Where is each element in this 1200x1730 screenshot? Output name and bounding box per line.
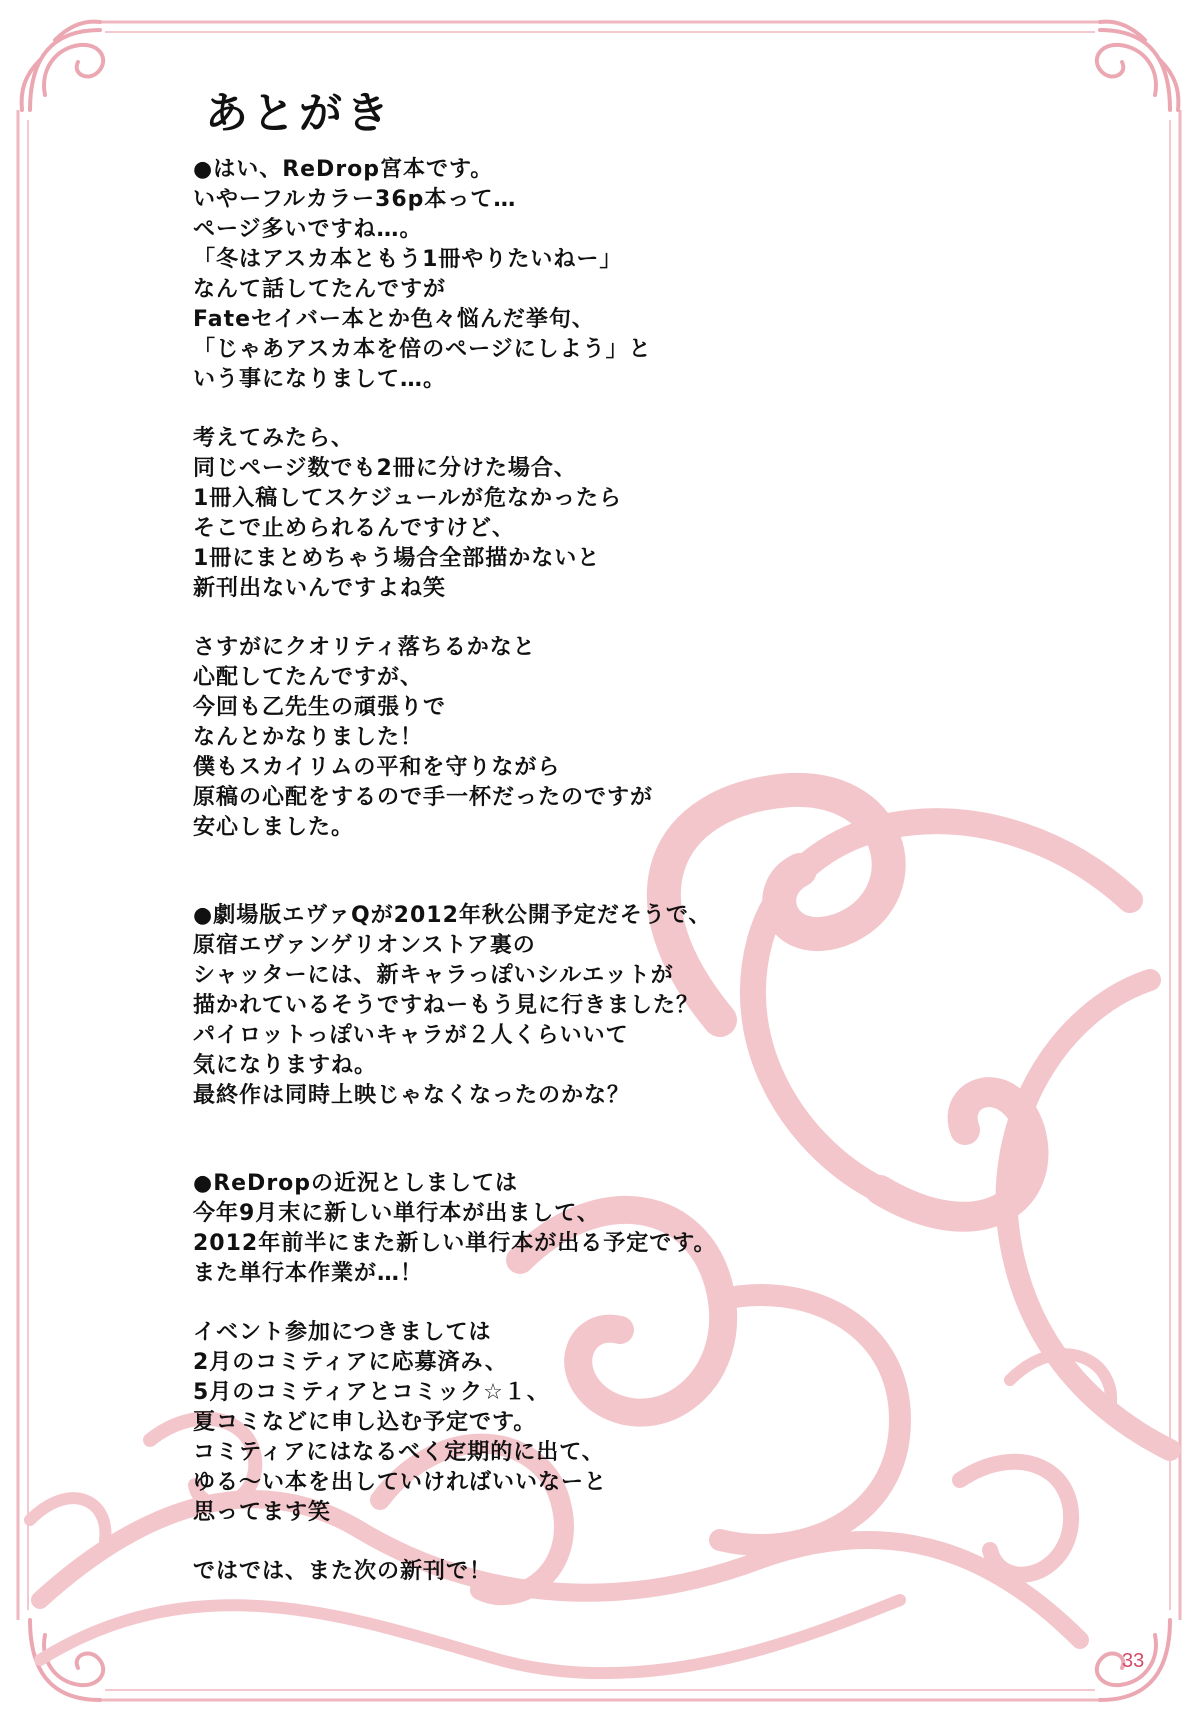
text-line: ゆる～い本を出していければいいなーと xyxy=(193,1470,608,1495)
text-line: ●はい、ReDrop宮本です。 xyxy=(193,157,494,182)
page-number: 33 xyxy=(1122,1650,1145,1672)
text-line: ページ多いですね…。 xyxy=(193,217,423,242)
text-line: なんて話してたんですが xyxy=(193,277,447,302)
text-line: 最終作は同時上映じゃなくなったのかな？ xyxy=(193,1083,631,1108)
page-title: あとがき xyxy=(205,89,393,139)
text-line: いう事になりまして…。 xyxy=(193,367,447,392)
afterword-text xyxy=(193,70,953,1587)
text-line: 気になりますね。 xyxy=(193,1053,378,1078)
text-line: 2月のコミティアに応募済み、 xyxy=(193,1350,508,1375)
text-line: 今回も乙先生の頑張りで xyxy=(193,695,447,720)
text-line: 思ってます笑 xyxy=(193,1500,332,1525)
text-line: 「冬はアスカ本ともう1冊やりたいねー」 xyxy=(193,247,623,272)
text-line: そこで止められるんですけど、 xyxy=(193,516,516,541)
text-line: シャッターには、新キャラっぽいシルエットが xyxy=(193,963,674,988)
text-line: Fateセイバー本とか色々悩んだ挙句、 xyxy=(193,307,595,332)
paragraph-2 xyxy=(193,424,953,604)
text-line: コミティアにはなるべく定期的に出て、 xyxy=(193,1440,605,1465)
text-line: いやーフルカラー36p本って… xyxy=(193,187,517,212)
text-line: なんとかなりました！ xyxy=(193,725,424,750)
text-line: 原宿エヴァンゲリオンストア裏の xyxy=(193,933,536,958)
text-line: 2012年前半にまた新しい単行本が出る予定です。 xyxy=(193,1231,717,1256)
text-line: 新刊出ないんですよね笑 xyxy=(193,576,447,601)
text-line: ではでは、また次の新刊で！ xyxy=(193,1559,493,1584)
text-line: イベント参加につきましては xyxy=(193,1320,492,1345)
paragraph-4 xyxy=(193,901,953,1111)
text-line: 僕もスカイリムの平和を守りながら xyxy=(193,755,561,780)
text-line: 同じページ数でも2冊に分けた場合、 xyxy=(193,456,577,481)
text-line: 今年9月末に新しい単行本が出まして、 xyxy=(193,1201,600,1226)
paragraph-6 xyxy=(193,1318,953,1528)
text-line: ●劇場版エヴァQが2012年秋公開予定だそうで、 xyxy=(193,903,712,928)
text-line: 考えてみたら、 xyxy=(193,426,355,451)
paragraph-7 xyxy=(193,1557,953,1587)
text-line: 1冊入稿してスケジュールが危なかったら xyxy=(193,486,622,511)
paragraph-3 xyxy=(193,633,953,843)
text-line: 5月のコミティアとコミック☆１、 xyxy=(193,1380,550,1405)
text-line: 「じゃあアスカ本を倍のページにしよう」と xyxy=(193,337,652,362)
text-line: 1冊にまとめちゃう場合全部描かないと xyxy=(193,546,601,571)
paragraph-1 xyxy=(193,155,953,395)
text-line: 心配してたんですが、 xyxy=(193,665,424,690)
text-line: ●ReDropの近況としましては xyxy=(193,1171,519,1196)
text-line: 安心しました。 xyxy=(193,815,355,840)
text-line: パイロットっぽいキャラが２人くらいいて xyxy=(193,1023,629,1048)
text-line: 原稿の心配をするので手一杯だったのですが xyxy=(193,785,654,810)
text-line: 描かれているそうですねーもう見に行きました？ xyxy=(193,993,700,1018)
text-line: また単行本作業が…！ xyxy=(193,1261,424,1286)
text-line: さすがにクオリティ落ちるかなと xyxy=(193,635,536,660)
text-line: 夏コミなどに申し込む予定です。 xyxy=(193,1410,537,1435)
paragraph-5 xyxy=(193,1169,953,1289)
